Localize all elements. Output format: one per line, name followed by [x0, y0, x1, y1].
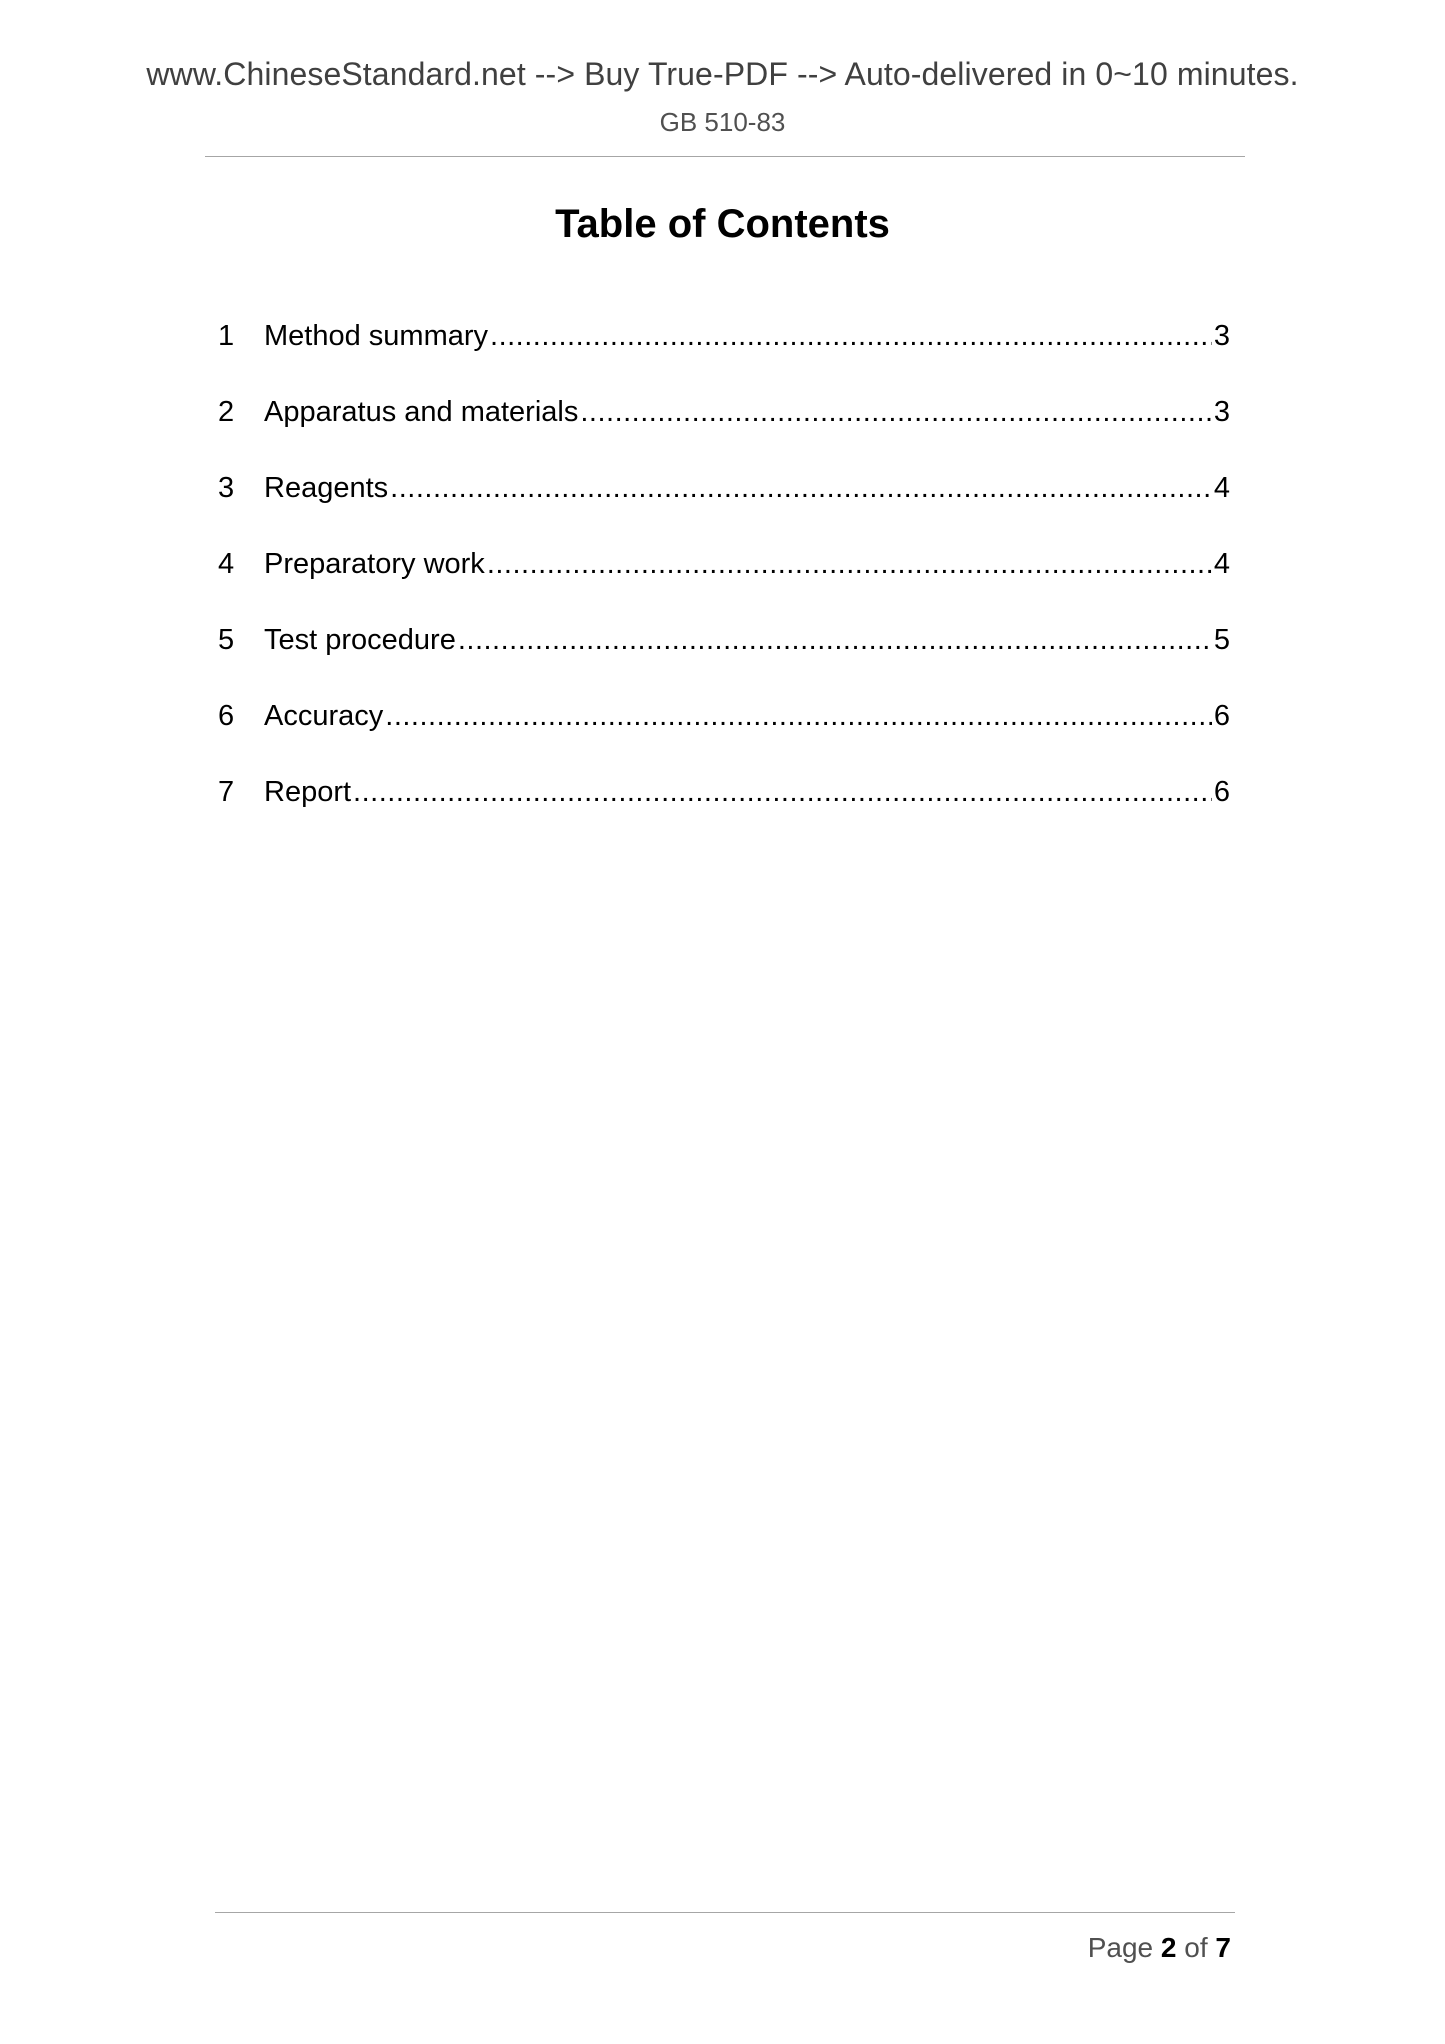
toc-entry[interactable]: [218, 700, 1230, 776]
page-title: Table of Contents: [555, 202, 890, 246]
toc-page-number: 3: [1213, 320, 1230, 352]
standard-code: GB 510-83: [659, 107, 786, 137]
toc-number: 3: [218, 472, 235, 504]
toc-title: Method summary: [264, 320, 489, 352]
toc-number: 6: [218, 700, 235, 732]
total-pages-number: 7: [1215, 1932, 1231, 1963]
toc-number: 1: [218, 320, 235, 352]
toc-leader-dots: [490, 320, 1212, 353]
toc-page-number: 4: [1213, 548, 1230, 580]
of-label: of: [1184, 1932, 1208, 1963]
table-of-contents: [218, 320, 1230, 852]
toc-number: 5: [218, 624, 235, 656]
toc-entry[interactable]: [218, 472, 1230, 548]
toc-title: Accuracy: [264, 700, 384, 732]
toc-title: Apparatus and materials: [264, 396, 579, 428]
toc-leader-dots: [353, 776, 1212, 809]
toc-number: 7: [218, 776, 235, 808]
toc-leader-dots: [385, 700, 1212, 733]
toc-number: 4: [218, 548, 235, 580]
toc-entry[interactable]: [218, 624, 1230, 700]
toc-page-number: 6: [1213, 700, 1230, 732]
current-page-number: 2: [1160, 1932, 1177, 1963]
toc-title: Preparatory work: [264, 548, 485, 580]
toc-leader-dots: [458, 624, 1212, 657]
header-link[interactable]: www.ChineseStandard.net --> Buy True-PDF --> Auto-delivered in 0~10 minutes.: [146, 56, 1299, 92]
toc-page-number: 6: [1213, 776, 1230, 808]
toc-title: Report: [264, 776, 352, 808]
toc-leader-dots: [390, 472, 1212, 505]
toc-page-number: 3: [1213, 396, 1230, 428]
toc-entry[interactable]: [218, 396, 1230, 472]
toc-entry[interactable]: [218, 548, 1230, 624]
toc-number: 2: [218, 396, 235, 428]
toc-entry[interactable]: [218, 776, 1230, 852]
toc-title: Reagents: [264, 472, 389, 504]
header-divider: [205, 156, 1245, 157]
toc-page-number: 4: [1213, 472, 1230, 504]
toc-entry[interactable]: [218, 320, 1230, 396]
page-indicator: [1088, 1932, 1231, 1964]
toc-leader-dots: [487, 548, 1212, 581]
footer-divider: [215, 1912, 1235, 1913]
toc-title: Test procedure: [264, 624, 456, 656]
toc-leader-dots: [580, 396, 1212, 429]
page-label: Page: [1087, 1932, 1154, 1963]
toc-page-number: 5: [1213, 624, 1230, 656]
